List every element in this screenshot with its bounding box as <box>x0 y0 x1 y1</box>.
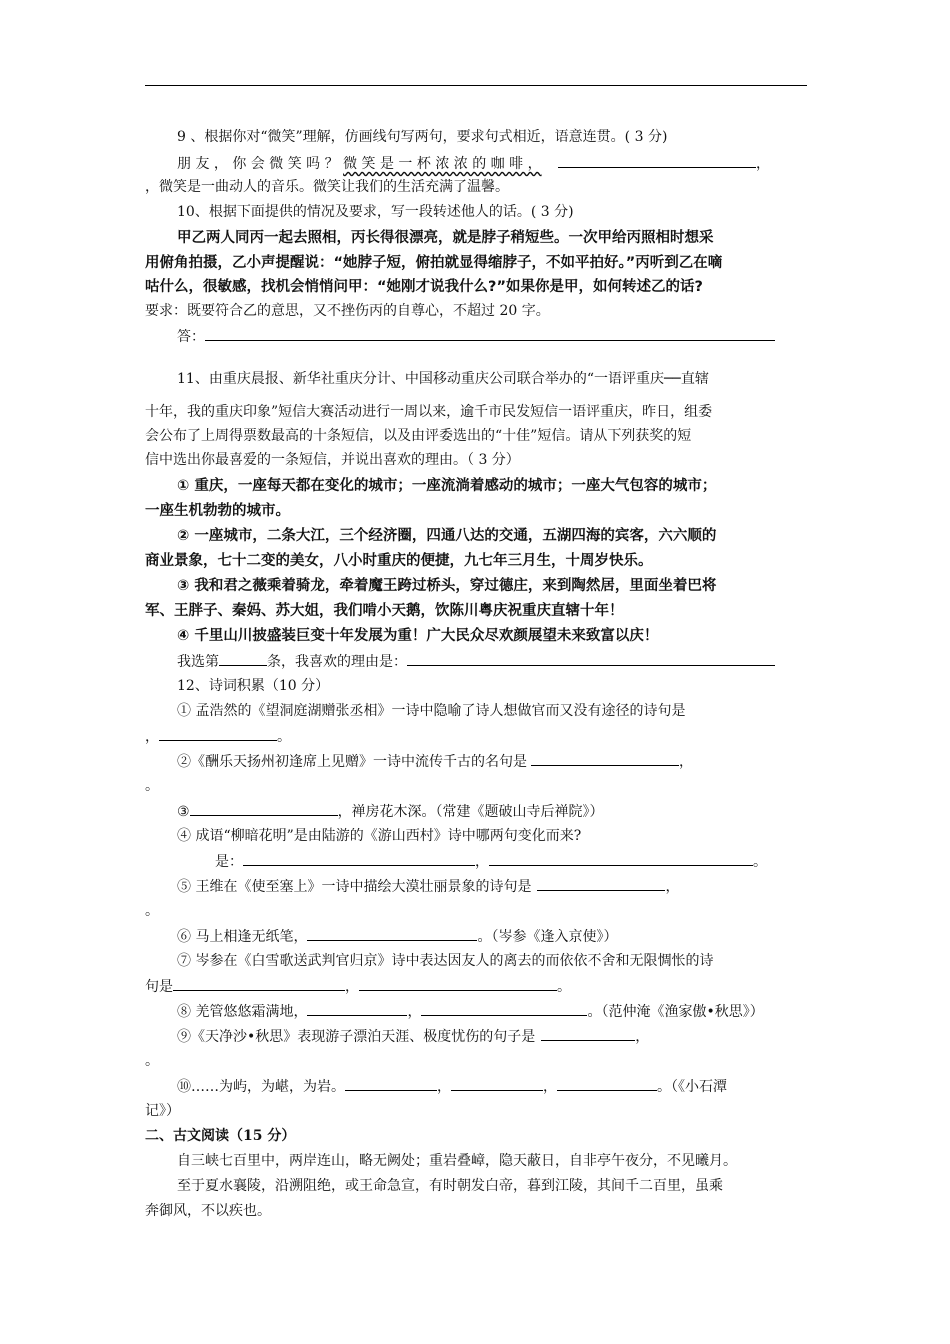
punct: ， <box>475 854 489 870</box>
section-2-para-1: 自三峡七百里中，两岸连山，略无阙处；重岩叠嶂，隐天蔽日，自非亭午夜分，不见曦月。 <box>177 1153 737 1169</box>
header-rule <box>145 85 807 86</box>
punct: ， <box>407 1004 422 1020</box>
q10-para-3: 咕什么，很敏感，找机会悄悄问甲：“她刚才说我什么?”如果你是甲，如何转述乙的话? <box>145 279 703 295</box>
q11-para-4: 信中选出你最喜爱的一条短信，并说出喜欢的理由。（ 3 分） <box>145 452 520 468</box>
q12-item-4a: ④ 成语“柳暗花明”是由陆游的《游山西村》诗中哪两句变化而来? <box>177 828 582 844</box>
q12-item-4-label: 是： <box>215 854 243 870</box>
q11-option-3b: 军、王胖子、秦妈、苏大姐，我们啃小天鹅，饮陈川粤庆祝重庆直辖十年！ <box>145 603 624 619</box>
q12-item-3-num: ③ <box>177 804 190 820</box>
q11-para-3: 会公布了上周得票数最高的十条短信，以及由评委选出的“十佳”短信。请从下列获奖的短 <box>145 428 692 444</box>
q11-option-4: ④ 千里山川披盛装巨变十年发展为重！广大民众尽欢颜展望未来致富以庆！ <box>177 628 659 644</box>
q12-blank-4b[interactable] <box>489 850 753 866</box>
q10-answer-label: 答： <box>177 329 205 345</box>
q12-item-5b: 。 <box>145 903 159 919</box>
q12-blank-4a[interactable] <box>243 850 475 866</box>
q12-item-6-source: 。（岑参《逢入京使》） <box>477 929 618 945</box>
q12-blank-8b[interactable] <box>421 1000 587 1016</box>
q12-blank-7b[interactable] <box>359 975 557 991</box>
q11-reason-label: 条，我喜欢的理由是： <box>267 654 407 670</box>
q12-blank-6[interactable] <box>307 925 477 941</box>
q11-option-2a: ② 一座城市，二条大江，三个经济圈，四通八达的交通，五湖四海的宾客，六六顺的 <box>177 528 717 544</box>
q9-prompt: 朋 友 ， 你 会 微 笑 吗 ？ <box>177 156 344 172</box>
q9-line2: ，微笑是一曲动人的音乐。微笑让我们的生活充满了温馨。 <box>145 179 509 195</box>
q12-item-1b <box>145 725 807 748</box>
q12-item-2a <box>145 750 839 773</box>
q10-title: 10、根据下面提供的情况及要求，写一段转述他人的话。( 3 分) <box>177 204 574 220</box>
q11-para-1: 11、由重庆晨报、新华社重庆分计、中国移动重庆公司联合举办的“一语评重庆──直辖 <box>177 371 709 387</box>
q11-choose-label: 我选第 <box>177 654 219 670</box>
q12-item-10a <box>145 1075 839 1098</box>
q12-blank-8a[interactable] <box>307 1000 407 1016</box>
q10-answer-blank[interactable] <box>205 325 775 341</box>
q12-item-5-text: ⑤ 王维在《使至塞上》一诗中描绘大漠壮丽景象的诗句是 <box>177 879 532 895</box>
q12-item-4b <box>145 850 877 873</box>
q12-blank-9[interactable] <box>541 1025 635 1041</box>
section-2-title: 二、古文阅读（15 分） <box>145 1128 296 1144</box>
q12-item-3 <box>145 800 839 823</box>
q12-item-2b: 。 <box>145 778 159 794</box>
q12-item-10b: 记》） <box>145 1103 180 1119</box>
q9-line1 <box>145 152 839 175</box>
q11-reason-blank[interactable] <box>407 650 775 666</box>
q12-blank-2[interactable] <box>531 750 679 766</box>
punct: ， <box>635 1029 650 1045</box>
q12-item-10-text: ⑩……为屿，为嵁，为岩。 <box>177 1079 345 1095</box>
q12-item-8 <box>145 1000 839 1023</box>
q12-item-2-text: ②《酬乐天扬州初逢席上见赠》一诗中流传千古的名句是 <box>177 754 527 770</box>
punct: ， <box>679 754 693 770</box>
q9-model-sentence: 微 笑 是 一 杯 浓 浓 的 咖 啡 ， <box>343 156 542 172</box>
q12-item-7b <box>145 975 807 998</box>
q9-comma: ， <box>756 156 771 172</box>
q10-para-2: 用俯角拍摄，乙小声提醒说：“她脖子短，俯拍就显得缩脖子，不如平拍好。”丙听到乙在嘀 <box>145 255 723 271</box>
q12-title: 12、诗词积累（10 分） <box>177 678 330 694</box>
q12-item-1a: ① 孟浩然的《望洞庭湖赠张丞相》一诗中隐喻了诗人想做官而又没有途径的诗句是 <box>177 703 686 719</box>
q12-blank-10c[interactable] <box>557 1075 657 1091</box>
q11-option-1a: ① 重庆，一座每天都在变化的城市；一座流淌着感动的城市；一座大气包容的城市； <box>177 478 717 494</box>
punct: ， <box>543 1079 557 1095</box>
q12-blank-10b[interactable] <box>451 1075 543 1091</box>
q12-item-6 <box>145 925 839 948</box>
punct: ， <box>145 729 159 745</box>
q12-item-9b: 。 <box>145 1053 159 1069</box>
q12-item-8-text: ⑧ 羌管悠悠霜满地， <box>177 1004 308 1020</box>
q11-choice-blank[interactable] <box>219 650 267 666</box>
section-2-para-3: 奔御风，不以疾也。 <box>145 1203 271 1219</box>
punct: ， <box>437 1079 451 1095</box>
q12-blank-10a[interactable] <box>345 1075 437 1091</box>
q9-title: 9 、根据你对“微笑”理解，仿画线句写两句，要求句式相近，语意连贯。( 3 分) <box>177 129 668 145</box>
q12-item-8-source: 。（范仲淹《渔家傲•秋思》） <box>587 1004 764 1020</box>
q12-item-10-source: 。（《小石潭 <box>657 1079 727 1095</box>
q10-requirement: 要求：既要符合乙的意思，又不挫伤丙的自尊心，不超过 20 字。 <box>145 303 550 319</box>
punct: 。 <box>557 979 571 995</box>
punct: ， <box>345 979 359 995</box>
q12-item-3-text: ，禅房花木深。（常建《题破山寺后禅院》） <box>337 804 604 820</box>
q12-item-5a <box>145 875 839 898</box>
punct: 。 <box>753 854 767 870</box>
punct: 。 <box>277 729 291 745</box>
q12-blank-3[interactable] <box>190 800 338 816</box>
q10-answer-line <box>145 325 839 348</box>
q9-blank-1[interactable] <box>558 152 756 168</box>
q12-blank-1[interactable] <box>159 725 277 741</box>
q12-item-7a: ⑦ 岑参在《白雪歌送武判官归京》诗中表达因友人的离去的而依依不舍和无限惆怅的诗 <box>177 953 714 969</box>
q10-para-1: 甲乙两人同丙一起去照相，丙长得很漂亮，就是脖子稍短些。一次甲给丙照相时想采 <box>177 230 714 246</box>
q12-blank-7a[interactable] <box>173 975 345 991</box>
q11-choose-line <box>145 650 839 673</box>
q12-item-7-label: 句是 <box>145 979 173 995</box>
q11-option-1b: 一座生机勃勃的城市。 <box>145 503 290 519</box>
q12-item-6-text: ⑥ 马上相逢无纸笔， <box>177 929 308 945</box>
q11-option-2b: 商业景象，七十二变的美女，八小时重庆的便捷，九七年三月生，十周岁快乐。 <box>145 553 653 569</box>
q12-item-9-text: ⑨《天净沙•秋思》表现游子漂泊天涯、极度忧伤的句子是 <box>177 1029 536 1045</box>
q12-blank-5[interactable] <box>537 875 665 891</box>
q11-para-2: 十年，我的重庆印象”短信大赛活动进行一周以来，逾千市民发短信一语评重庆，昨日，组委 <box>145 404 713 420</box>
q12-item-9a <box>145 1025 839 1048</box>
punct: ， <box>665 879 680 895</box>
q11-option-3a: ③ 我和君之薇乘着骑龙，牵着魔王跨过桥头，穿过德庄，来到陶然居，里面坐着巴将 <box>177 578 717 594</box>
section-2-para-2: 至于夏水襄陵，沿溯阻绝，或王命急宣，有时朝发白帝，暮到江陵，其间千二百里，虽乘 <box>177 1178 723 1194</box>
